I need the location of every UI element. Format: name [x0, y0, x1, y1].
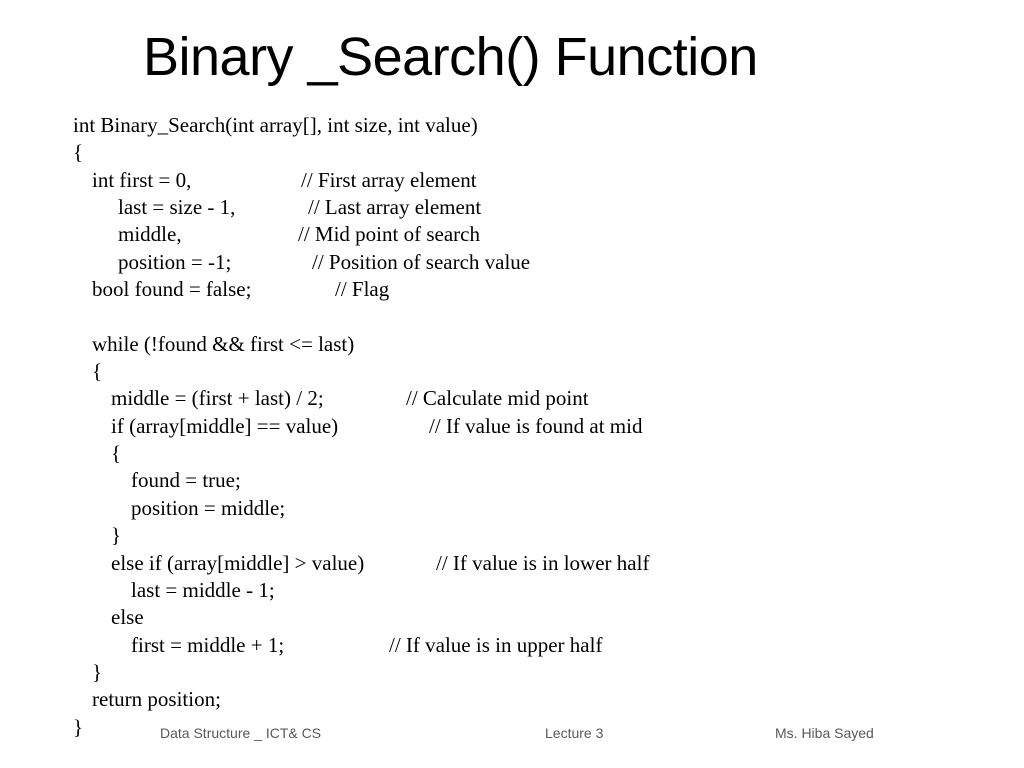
code-line — [73, 604, 144, 631]
code-statement: { — [92, 359, 103, 384]
code-line — [73, 303, 105, 330]
code-line — [73, 632, 603, 659]
code-statement: bool found = false; — [92, 277, 252, 302]
code-statement: while (!found && first <= last) — [92, 331, 355, 356]
code-statement: first = middle + 1; — [131, 632, 285, 657]
code-line — [73, 194, 482, 221]
code-comment: // Position of search value — [312, 249, 531, 274]
code-line — [73, 686, 221, 713]
code-statement: position = -1; — [118, 249, 232, 274]
code-line — [73, 659, 105, 686]
code-statement: middle = (first + last) / 2; — [111, 386, 324, 411]
code-comment: // First array element — [301, 167, 477, 192]
footer-lecture: Lecture 3 — [545, 725, 604, 741]
code-statement: return position; — [92, 687, 221, 712]
code-statement: found = true; — [131, 468, 241, 493]
code-comment: // If value is in lower half — [436, 550, 650, 575]
code-line — [73, 167, 477, 194]
code-statement: { — [73, 140, 84, 165]
code-line — [73, 385, 589, 412]
code-comment: // Mid point of search — [298, 222, 480, 247]
code-comment: // Calculate mid point — [406, 386, 589, 411]
code-line — [73, 522, 122, 549]
slide-title: Binary _Search() Function — [143, 27, 758, 87]
code-line — [73, 112, 478, 139]
code-statement: } — [73, 714, 84, 739]
code-statement: if (array[middle] == value) — [111, 413, 339, 438]
code-statement: last = middle - 1; — [131, 577, 275, 602]
code-comment: // If value is in upper half — [389, 632, 603, 657]
code-statement: position = middle; — [131, 495, 286, 520]
code-statement: else — [111, 605, 144, 630]
code-comment: // If value is found at mid — [429, 413, 643, 438]
code-line — [73, 577, 275, 604]
code-statement: } — [92, 659, 103, 684]
code-statement: middle, — [118, 222, 182, 247]
code-line — [73, 495, 286, 522]
code-statement: { — [111, 441, 122, 466]
code-statement: } — [111, 523, 122, 548]
code-statement: else if (array[middle] > value) — [111, 550, 365, 575]
code-statement: last = size - 1, — [118, 195, 236, 220]
code-line — [73, 440, 122, 467]
code-line — [73, 276, 390, 303]
code-line — [73, 139, 105, 166]
code-statement: int Binary_Search(int array[], int size, int value) — [73, 113, 478, 137]
code-line — [73, 714, 105, 741]
footer-course: Data Structure _ ICT& CS — [160, 725, 322, 741]
footer-instructor: Ms. Hiba Sayed — [775, 725, 874, 741]
code-line — [73, 221, 480, 248]
code-comment: // Last array element — [308, 195, 482, 220]
code-line — [73, 413, 643, 440]
code-line — [73, 358, 105, 385]
code-comment: // Flag — [335, 277, 390, 302]
code-line — [73, 249, 531, 276]
code-statement: int first = 0, — [92, 167, 192, 192]
code-line — [73, 467, 241, 494]
code-line — [73, 331, 355, 358]
code-line — [73, 550, 650, 577]
